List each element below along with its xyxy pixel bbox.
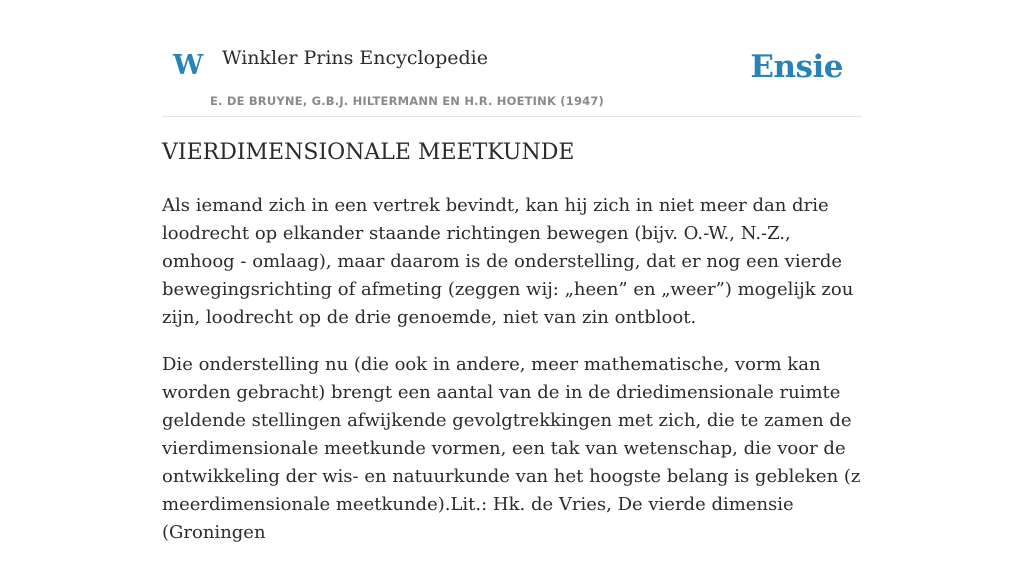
article-paragraph: Als iemand zich in een vertrek bevindt, kan hij zich in niet meer dan drie loodrecht op elkander staande richtingen bewegen (bijv. O.-W., N.-Z., omhoog - omlaag), maar daarom is de onderstelling, dat er nog een vierde bewegingsrichting of afmeting (zeggen wij: „heen” en „weer”) mogelijk zou zijn, loodrecht op de drie genoemde, niet van zin ontbloot. xyxy=(162,195,854,328)
article-title: VIERDIMENSIONALE MEETKUNDE xyxy=(162,140,575,165)
site-logo[interactable]: W xyxy=(173,50,204,81)
article-paragraph: Die onderstelling nu (die ook in andere, meer mathematische, vorm kan worden gebracht) brengt een aantal van de in de driedimensionale ruimte geldende stellingen afwijkende gevolgtrekkingen met zich, die te zamen de vierdimensionale meetkunde vormen, een tak van wetenschap, die voor de ontwikkeling der wis- en natuurkunde van het hoogste belang is gebleken (z meerdimensionale meetkunde).Lit.: Hk. de Vries, De vierde dimensie (Groningen xyxy=(162,354,861,543)
site-header xyxy=(162,0,862,117)
brand-logo[interactable]: Ensie xyxy=(750,49,843,85)
article-body xyxy=(162,192,864,566)
page xyxy=(162,0,862,543)
authors-line: E. DE BRUYNE, G.B.J. HILTERMANN EN H.R. HOETINK (1947) xyxy=(210,94,605,108)
site-title[interactable]: Winkler Prins Encyclopedie xyxy=(222,47,488,69)
